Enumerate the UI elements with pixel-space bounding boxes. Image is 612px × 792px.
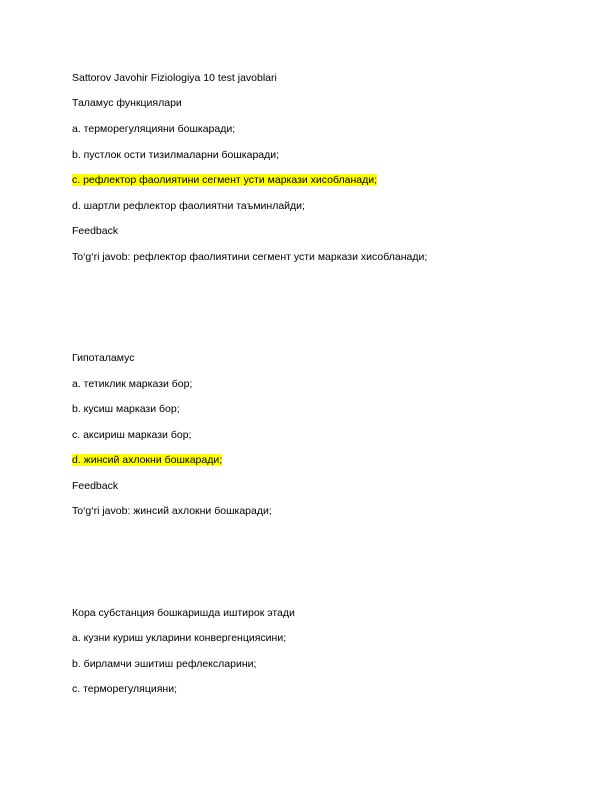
question-1-answer: To‘g‘ri javob: рефлектор фаолиятини сегмент усти маркази хисобланади; — [72, 251, 428, 263]
question-1-option-a: a. терморегуляцияни бошкаради; — [72, 123, 236, 135]
question-3-text: Кора субстанция бошкаришда иштирок этади — [72, 607, 295, 619]
question-2-option-a: a. тетиклик маркази бор; — [72, 378, 193, 390]
question-2-option-d-highlighted: d. жинсий ахлокни бошкаради; — [72, 454, 223, 466]
question-3-option-a: a. кузни куриш укларини конвергенциясини; — [72, 632, 287, 644]
question-2-option-b: b. кусиш маркази бор; — [72, 403, 180, 415]
question-2-text: Гипоталамус — [72, 352, 135, 364]
question-2-answer: To‘g‘ri javob: жинсий ахлокни бошкаради; — [72, 505, 272, 517]
question-1-option-c-highlighted: c. рефлектор фаолиятини сегмент усти маркази хисобланади; — [72, 174, 378, 186]
question-2-option-c: c. аксириш маркази бор; — [72, 429, 192, 441]
question-1-option-b: b. пустлок ости тизилмаларни бошкаради; — [72, 149, 280, 161]
question-1-option-d: d. шартли рефлектор фаолиятни таъминлайди; — [72, 200, 305, 212]
question-2-feedback-label: Feedback — [72, 480, 119, 492]
question-1-text: Таламус функциялари — [72, 97, 182, 109]
document-title: Sattorov Javohir Fiziologiya 10 test javoblari — [72, 72, 277, 84]
question-3-option-c: c. терморегуляцияни; — [72, 683, 177, 695]
question-1-feedback-label: Feedback — [72, 225, 119, 237]
question-3-option-b: b. бирламчи эшитиш рефлексларини; — [72, 658, 257, 670]
